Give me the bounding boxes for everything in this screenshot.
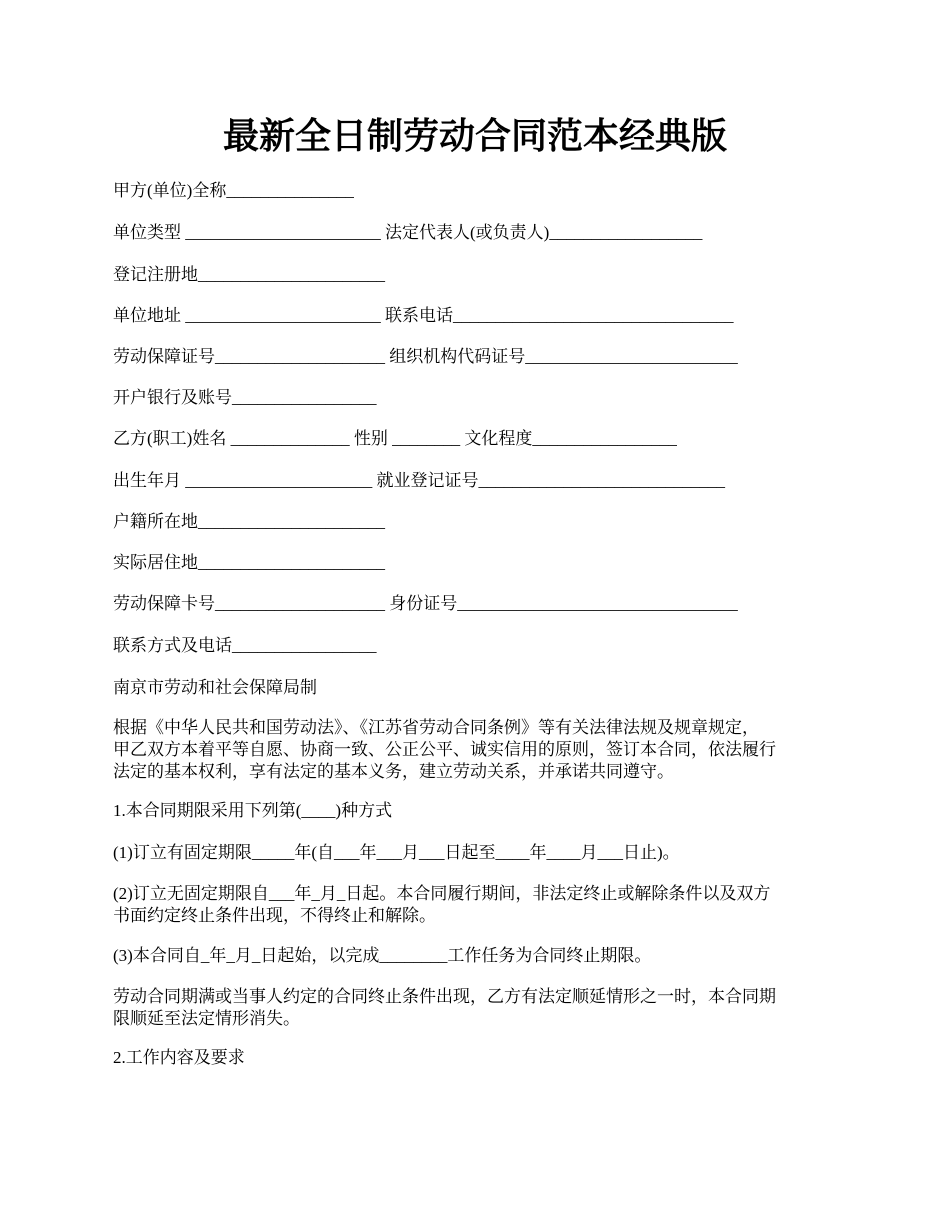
intro-line: 根据《中华人民共和国劳动法》、《江苏省劳动合同条例》等有关法律法规及规章规定， xyxy=(113,718,759,737)
birth-date-employment-reg-field: 出生年月 ______________________ 就业登记证号_____________________________ xyxy=(113,471,725,490)
labor-card-id-field: 劳动保障卡号____________________ 身份证号_________________________________ xyxy=(113,594,738,613)
issuer-line: 南京市劳动和社会保障局制 xyxy=(113,678,317,697)
intro-line: 甲乙双方本着平等自愿、协商一致、公正公平、诚实信用的原则，签订本合同，依法履行 xyxy=(113,740,776,759)
intro-paragraph xyxy=(113,717,843,783)
registration-place-field: 登记注册地______________________ xyxy=(113,265,385,284)
document-title: 最新全日制劳动合同范本经典版 xyxy=(222,115,727,157)
clause1-option2 xyxy=(113,883,843,927)
employer-type-representative-field: 单位类型 _______________________ 法定代表人(或负责人)__________________ xyxy=(113,223,703,242)
intro-line: 法定的基本权利，享有法定的基本义务，建立劳动关系，并承诺共同遵守。 xyxy=(113,762,674,781)
employee-name-gender-education-field: 乙方(职工)姓名 ______________ 性别 ________ 文化程度_________________ xyxy=(113,429,677,448)
extension-line: 劳动合同期满或当事人约定的合同终止条件出现，乙方有法定顺延情形之一时，本合同期 xyxy=(113,987,776,1006)
clause1-option1: (1)订立有固定期限_____年(自___年___月___日起至____年____月___日止)。 xyxy=(113,843,680,862)
extension-paragraph xyxy=(113,986,843,1030)
household-registration-field: 户籍所在地______________________ xyxy=(113,512,385,531)
clause1-heading: 1.本合同期限采用下列第(____)种方式 xyxy=(113,801,393,820)
bank-account-field: 开户银行及账号_________________ xyxy=(113,388,377,407)
clause1-option2-line: 书面约定终止条件出现，不得终止和解除。 xyxy=(113,906,436,925)
contact-phone-field: 联系方式及电话_________________ xyxy=(113,636,377,655)
clause1-option3: (3)本合同自_年_月_日起始，以完成________工作任务为合同终止期限。 xyxy=(113,946,652,965)
employer-name-field: 甲方(单位)全称_______________ xyxy=(113,181,354,200)
extension-line: 限顺延至法定情形消失。 xyxy=(113,1009,300,1028)
employer-address-phone-field: 单位地址 _______________________ 联系电话_________________________________ xyxy=(113,306,734,325)
clause2-heading: 2.工作内容及要求 xyxy=(113,1048,245,1067)
clause1-option2-line: (2)订立无固定期限自___年_月_日起。本合同履行期间，非法定终止或解除条件以及双方 xyxy=(113,884,771,903)
residence-field: 实际居住地______________________ xyxy=(113,553,385,572)
labor-security-org-code-field: 劳动保障证号____________________ 组织机构代码证号_________________________ xyxy=(113,347,738,366)
